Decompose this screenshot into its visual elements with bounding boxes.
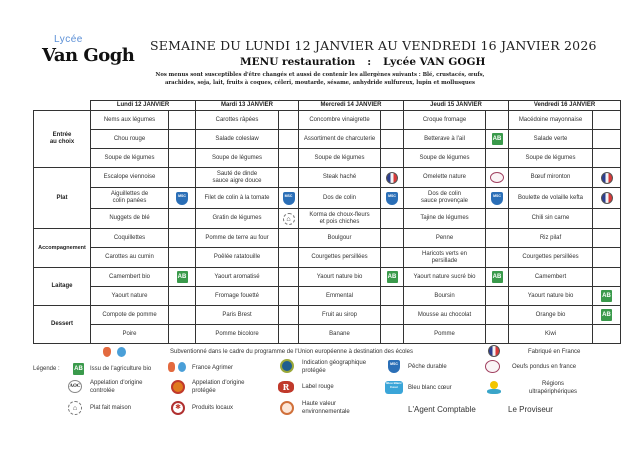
category-label: Entrée au choix — [34, 111, 91, 168]
msc-icon-text: MSC — [388, 193, 396, 198]
label-icon-cell — [486, 306, 509, 325]
signature-proviseur: Le Proviseur — [508, 405, 553, 414]
label-rouge-icon — [278, 381, 294, 393]
label-icon-cell — [486, 325, 509, 344]
dish-cell: Steak haché — [299, 168, 381, 188]
regions-ultraperipheriques-icon — [487, 381, 501, 395]
dish-cell: Pomme bicolore — [196, 325, 279, 344]
organic-ab-icon-text: AB — [492, 136, 502, 142]
label-icon-cell — [169, 209, 196, 229]
menu-row — [34, 168, 621, 188]
menu-row — [34, 306, 621, 325]
day-header-row — [34, 101, 621, 111]
dish-cell: Courgettes persillées — [299, 248, 381, 268]
label-icon-cell — [486, 168, 509, 188]
organic-ab-icon-text: AB — [602, 293, 611, 299]
menu-subtitle — [240, 56, 570, 69]
dish-cell: Yaourt nature — [91, 287, 169, 306]
allergens-line-1: Nos menus sont susceptibles d'être changés et aussi de contenir les allergènes suivants : Blé, crustacés, œufs, — [155, 72, 485, 78]
logo-lycee-text: Lycée — [54, 34, 83, 45]
label-icon-cell — [381, 287, 404, 306]
dish-cell: Poêlée ratatouille — [196, 248, 279, 268]
label-icon-cell — [381, 325, 404, 344]
label-icon-cell — [486, 268, 509, 287]
dish-cell: Soupe de légumes — [91, 149, 169, 168]
dish-cell: Chili sin carne — [509, 209, 593, 229]
label-icon-cell — [169, 130, 196, 149]
hve-icon — [280, 401, 294, 415]
label-icon-cell — [381, 111, 404, 130]
label-icon-cell — [593, 188, 621, 209]
dish-cell: Pomme de terre au four — [196, 229, 279, 248]
organic-ab-icon-text: AB — [492, 274, 502, 280]
france-agrimer-milk-icon — [117, 347, 126, 357]
label-icon-cell — [169, 268, 196, 287]
dish-cell: Filet de colin à la tomate — [196, 188, 279, 209]
organic-ab-icon-text: AB — [74, 366, 83, 372]
label-icon-cell — [486, 111, 509, 130]
menu-row — [34, 111, 621, 130]
msc-icon — [283, 192, 295, 205]
france-agrimer-fruit-icon — [168, 362, 175, 372]
made-in-france-icon — [601, 172, 613, 184]
plat-fait-maison-icon-text: ⌂ — [286, 215, 291, 223]
dish-cell: Bœuf mironton — [509, 168, 593, 188]
dish-cell: Salade coleslaw — [196, 130, 279, 149]
label-icon-cell — [381, 229, 404, 248]
label-icon-cell — [279, 287, 299, 306]
school-name: Lycée VAN GOGH — [383, 56, 486, 68]
dish-cell: Soupe de légumes — [509, 149, 593, 168]
msc-icon — [176, 192, 188, 205]
label-icon-cell — [169, 325, 196, 344]
signature-agent-comptable: L'Agent Comptable — [408, 405, 476, 414]
logo-van-gogh-text: Van Gogh — [42, 45, 135, 66]
label-icon-cell — [279, 209, 299, 229]
msc-icon — [491, 192, 503, 205]
organic-ab-icon — [492, 271, 503, 283]
label-icon-cell — [486, 229, 509, 248]
legend-title: Légende : — [33, 366, 60, 372]
organic-ab-icon — [601, 309, 612, 321]
menu-row — [34, 209, 621, 229]
organic-ab-icon — [387, 271, 398, 283]
label-icon-cell — [279, 229, 299, 248]
aop-icon — [171, 380, 185, 394]
dish-cell: Yaourt nature bio — [299, 268, 381, 287]
dish-cell: Haricots verts en persillade — [404, 248, 486, 268]
dish-cell: Carottes au cumin — [91, 248, 169, 268]
organic-ab-icon — [177, 271, 188, 283]
produits-locaux-icon-text: ✱ — [175, 404, 181, 411]
dish-cell: Assortiment de charcuterie — [299, 130, 381, 149]
label-icon-cell — [279, 248, 299, 268]
menu-colon: : — [367, 56, 372, 68]
legend-label-bio: Issu de l'agriculture bio — [90, 366, 152, 372]
plat-fait-maison-icon-text: ⌂ — [72, 405, 78, 412]
france-agrimer-milk-icon — [178, 362, 186, 372]
menu-table — [33, 100, 621, 344]
dish-cell: Coquillettes — [91, 229, 169, 248]
dish-cell: Paris Brest — [196, 306, 279, 325]
dish-cell: Gratin de légumes — [196, 209, 279, 229]
label-icon-cell — [593, 130, 621, 149]
dish-cell: Courgettes persillées — [509, 248, 593, 268]
label-icon-cell — [593, 209, 621, 229]
dish-cell: Croque fromage — [404, 111, 486, 130]
menu-row — [34, 325, 621, 344]
label-icon-cell — [593, 229, 621, 248]
msc-icon-text: MSC — [493, 193, 501, 198]
dish-cell: Korma de choux-fleurs et pois chiches — [299, 209, 381, 229]
organic-ab-icon-text: AB — [177, 274, 187, 280]
made-in-france-icon — [386, 172, 398, 184]
dish-cell: Boursin — [404, 287, 486, 306]
menu-row — [34, 229, 621, 248]
week-title: SEMAINE DU LUNDI 12 JANVIER AU VENDREDI 16 JANVIER 2026 — [150, 38, 597, 53]
legend-label-label-rouge: Label rouge — [302, 384, 334, 390]
school-logo — [42, 34, 135, 74]
aoc-icon-text: AOC — [69, 384, 81, 389]
menu-body — [34, 111, 621, 344]
dish-cell: Chou rouge — [91, 130, 169, 149]
dish-cell: Fromage fouetté — [196, 287, 279, 306]
menu-row — [34, 248, 621, 268]
label-icon-cell — [381, 248, 404, 268]
label-icon-cell — [486, 209, 509, 229]
dish-cell: Banane — [299, 325, 381, 344]
label-icon-cell — [486, 130, 509, 149]
label-icon-cell — [593, 149, 621, 168]
label-icon-cell — [486, 287, 509, 306]
label-icon-cell — [381, 306, 404, 325]
label-icon-cell — [169, 111, 196, 130]
dish-cell: Compote de pomme — [91, 306, 169, 325]
label-icon-cell — [279, 149, 299, 168]
label-icon-cell — [169, 188, 196, 209]
menu-row — [34, 149, 621, 168]
dish-cell: Soupe de légumes — [196, 149, 279, 168]
bleu-blanc-coeur-icon-text: Bleu Blanc Cœur — [386, 381, 402, 389]
made-in-france-icon — [488, 345, 500, 357]
dish-cell: Poire — [91, 325, 169, 344]
dish-cell: Riz pilaf — [509, 229, 593, 248]
label-icon-cell — [593, 306, 621, 325]
france-agrimer-fruit-icon — [103, 347, 111, 357]
label-icon-cell — [279, 325, 299, 344]
menu-row — [34, 130, 621, 149]
igp-icon — [280, 359, 294, 373]
label-icon-cell — [593, 287, 621, 306]
dish-cell: Yaourt aromatisé — [196, 268, 279, 287]
label-icon-cell — [486, 248, 509, 268]
organic-ab-icon-text: AB — [387, 274, 397, 280]
dish-cell: Macédoine mayonnaise — [509, 111, 593, 130]
msc-icon-text: MSC — [178, 193, 186, 198]
day-header-friday: Vendredi 16 JANVIER — [509, 101, 621, 111]
label-icon-cell — [381, 149, 404, 168]
dish-cell: Nems aux légumes — [91, 111, 169, 130]
label-icon-cell — [169, 229, 196, 248]
label-icon-cell — [593, 248, 621, 268]
dish-cell: Sauté de dinde sauce aigre douce — [196, 168, 279, 188]
dish-cell: Fruit au sirop — [299, 306, 381, 325]
allergens-notice — [110, 71, 530, 87]
subsidy-text: Subventionné dans le cadre du programme de l'Union européenne à destination des écoles — [170, 349, 413, 355]
legend-label-aop: Appelation d'origine protégée — [192, 380, 245, 394]
label-rouge-icon-text: R — [282, 382, 290, 392]
dish-cell: Tajine de légumes — [404, 209, 486, 229]
dish-cell: Camembert — [509, 268, 593, 287]
subsidy-notice — [100, 345, 620, 359]
dish-cell: Dos de colin sauce provençale — [404, 188, 486, 209]
msc-icon — [386, 192, 398, 205]
made-in-france-icon — [601, 192, 613, 204]
label-icon-cell — [381, 209, 404, 229]
legend-label-local: Produits locaux — [192, 405, 234, 411]
label-icon-cell — [593, 268, 621, 287]
label-icon-cell — [279, 168, 299, 188]
organic-ab-icon — [492, 133, 503, 145]
dish-cell: Aiguillettes de colin panées — [91, 188, 169, 209]
label-icon-cell — [169, 287, 196, 306]
dish-cell: Dos de colin — [299, 188, 381, 209]
dish-cell: Pomme — [404, 325, 486, 344]
dish-cell: Camembert bio — [91, 268, 169, 287]
day-header-tuesday: Mardi 13 JANVIER — [196, 101, 299, 111]
dish-cell: Concombre vinaigrette — [299, 111, 381, 130]
oeufs-france-icon — [490, 172, 504, 183]
dish-cell: Boulgour — [299, 229, 381, 248]
aoc-icon — [68, 380, 82, 393]
label-icon-cell — [169, 248, 196, 268]
label-icon-cell — [486, 149, 509, 168]
label-icon-cell — [279, 268, 299, 287]
msc-icon — [388, 360, 400, 373]
label-icon-cell — [169, 168, 196, 188]
dish-cell: Emmental — [299, 287, 381, 306]
category-label: Dessert — [34, 306, 91, 344]
label-icon-cell — [593, 168, 621, 188]
dish-cell: Orange bio — [509, 306, 593, 325]
legend-label-hve: Haute valeur environnementale — [302, 401, 350, 415]
label-icon-cell — [486, 188, 509, 209]
dish-cell: Boulette de volaille kefta — [509, 188, 593, 209]
dish-cell: Soupe de légumes — [404, 149, 486, 168]
menu-label: MENU restauration — [240, 56, 356, 68]
dish-cell: Carottes râpées — [196, 111, 279, 130]
label-icon-cell — [593, 111, 621, 130]
day-header-monday: Lundi 12 JANVIER — [91, 101, 196, 111]
label-icon-cell — [593, 325, 621, 344]
menu-row — [34, 188, 621, 209]
legend-label-aoc: Appelation d'origine controlée — [90, 380, 143, 394]
legend-label-agrimer: France Agrimer — [192, 365, 234, 371]
plat-fait-maison-icon — [68, 401, 82, 415]
label-icon-cell — [279, 188, 299, 209]
legend-label-oeufs: Oeufs pondus en france — [512, 364, 577, 370]
organic-ab-icon — [73, 363, 84, 375]
label-icon-cell — [381, 188, 404, 209]
dish-cell: Penne — [404, 229, 486, 248]
dish-cell: Soupe de légumes — [299, 149, 381, 168]
dish-cell: Omelette nature — [404, 168, 486, 188]
legend — [0, 359, 640, 429]
legend-label-igp: Indication géographique protégée — [302, 360, 367, 374]
produits-locaux-icon — [171, 401, 185, 415]
dish-cell: Mousse au chocolat — [404, 306, 486, 325]
menu-row — [34, 268, 621, 287]
legend-label-maison: Plat fait maison — [90, 405, 132, 411]
corner-cell — [34, 101, 91, 111]
label-icon-cell — [381, 268, 404, 287]
label-icon-cell — [279, 111, 299, 130]
dish-cell: Yaourt nature bio — [509, 287, 593, 306]
dish-cell: Salade verte — [509, 130, 593, 149]
label-icon-cell — [381, 130, 404, 149]
legend-label-msc: Pêche durable — [408, 364, 447, 370]
bleu-blanc-coeur-icon — [385, 381, 403, 394]
dish-cell: Betterave à l'ail — [404, 130, 486, 149]
dish-cell: Yaourt nature sucré bio — [404, 268, 486, 287]
day-header-thursday: Jeudi 15 JANVIER — [404, 101, 509, 111]
category-label: Laitage — [34, 268, 91, 306]
category-label: Accompagnement — [34, 229, 91, 268]
label-icon-cell — [279, 306, 299, 325]
legend-label-bbc: Bleu blanc cœur — [408, 385, 452, 391]
label-icon-cell — [169, 149, 196, 168]
msc-icon-text: MSC — [284, 193, 293, 198]
dish-cell: Escalope viennoise — [91, 168, 169, 188]
category-label: Plat — [34, 168, 91, 229]
label-icon-cell — [279, 130, 299, 149]
msc-icon-text: MSC — [390, 362, 398, 366]
label-icon-cell — [381, 168, 404, 188]
oeufs-france-icon — [485, 360, 500, 373]
day-header-wednesday: Mercredi 14 JANVIER — [299, 101, 404, 111]
label-icon-cell — [169, 306, 196, 325]
organic-ab-icon-text: AB — [602, 312, 611, 318]
organic-ab-icon — [601, 290, 612, 302]
made-in-france-label: Fabriqué en France — [528, 349, 581, 355]
allergens-line-2: arachides, soja, lait, fruits à coques, céleri, moutarde, sésame, anhydride sulfureux, lupin et mollusques — [164, 80, 476, 86]
legend-label-rup: Régions ultrapériphériques — [529, 381, 578, 395]
dish-cell: Nuggets de blé — [91, 209, 169, 229]
dish-cell: Kiwi — [509, 325, 593, 344]
menu-row — [34, 287, 621, 306]
plat-fait-maison-icon — [283, 213, 295, 225]
